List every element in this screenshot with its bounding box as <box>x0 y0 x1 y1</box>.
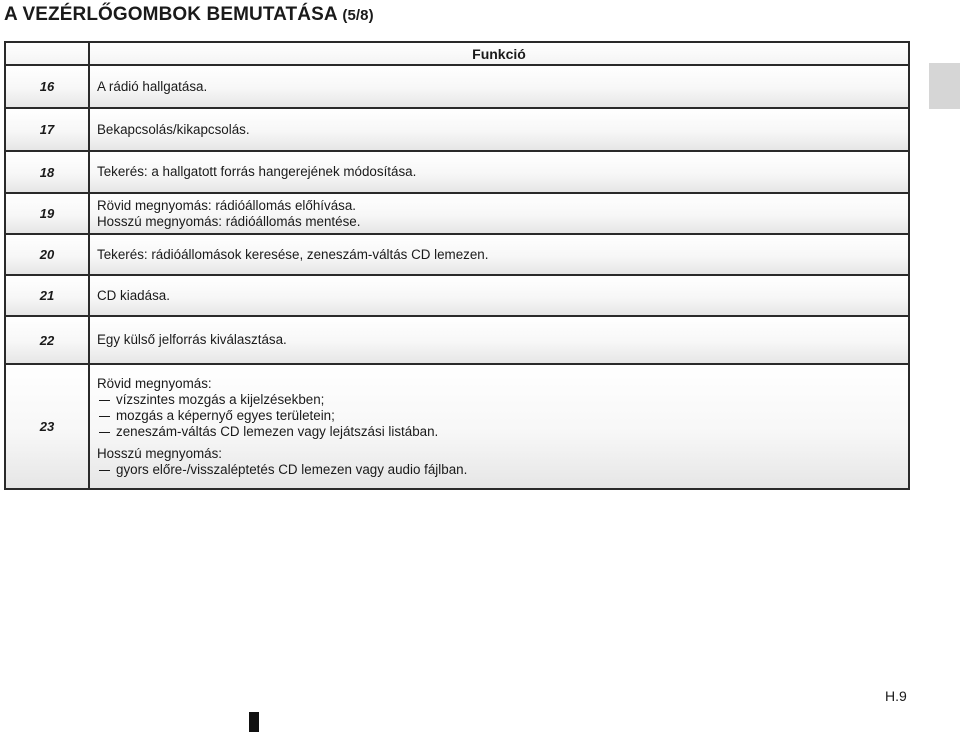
row-number: 18 <box>5 151 89 193</box>
table-header-row <box>5 42 909 65</box>
short-press-item: vízszintes mozgás a kijelzésekben; <box>97 392 908 408</box>
table-row <box>5 316 909 364</box>
short-press-item: zeneszám-váltás CD lemezen vagy lejátszási listában. <box>97 424 908 440</box>
header-number-cell <box>5 42 89 65</box>
page-number: H.9 <box>885 688 907 704</box>
row-description <box>89 193 909 234</box>
header-function-cell: Funkció <box>89 42 909 65</box>
row-number: 22 <box>5 316 89 364</box>
description-line: Rövid megnyomás: rádióállomás előhívása. <box>97 197 357 213</box>
description-line: Bekapcsolás/kikapcsolás. <box>97 121 250 137</box>
row-number: 23 <box>5 364 89 489</box>
long-press-item: gyors előre-/visszaléptetés CD lemezen vagy audio fájlban. <box>97 462 908 478</box>
description-line: A rádió hallgatása. <box>97 78 208 94</box>
function-table <box>4 41 910 490</box>
section-tab-marker <box>929 63 960 109</box>
row-number: 20 <box>5 234 89 275</box>
description-line: Tekerés: a hallgatott forrás hangerejének módosítása. <box>97 164 417 179</box>
table-row <box>5 151 909 193</box>
row-description <box>89 65 909 108</box>
row-number: 16 <box>5 65 89 108</box>
page-title-main: A VEZÉRLŐGOMBOK BEMUTATÁSA <box>4 4 337 25</box>
row-description <box>89 316 909 364</box>
description-line: Hosszú megnyomás: rádióállomás mentése. <box>97 213 361 229</box>
footer-marker <box>249 712 259 732</box>
row-number: 19 <box>5 193 89 234</box>
page-title-suffix: (5/8) <box>342 7 374 24</box>
table-row <box>5 193 909 234</box>
table-row <box>5 65 909 108</box>
table-row <box>5 275 909 316</box>
description-line: Tekerés: rádióállomások keresése, zeneszám-váltás CD lemezen. <box>97 246 489 262</box>
description-line: Egy külső jelforrás kiválasztása. <box>97 332 287 347</box>
short-press-label: Rövid megnyomás: <box>97 375 212 391</box>
table-row <box>5 234 909 275</box>
long-press-label: Hosszú megnyomás: <box>97 445 223 461</box>
page-title <box>4 4 374 26</box>
row-number: 17 <box>5 108 89 151</box>
row-description <box>89 108 909 151</box>
row-description <box>89 275 909 316</box>
row-description <box>89 234 909 275</box>
short-press-item: mozgás a képernyő egyes területein; <box>97 408 908 424</box>
row-description <box>89 364 909 489</box>
table-row <box>5 108 909 151</box>
row-description <box>89 151 909 193</box>
description-line: CD kiadása. <box>97 287 170 303</box>
table-row <box>5 364 909 489</box>
row-number: 21 <box>5 275 89 316</box>
